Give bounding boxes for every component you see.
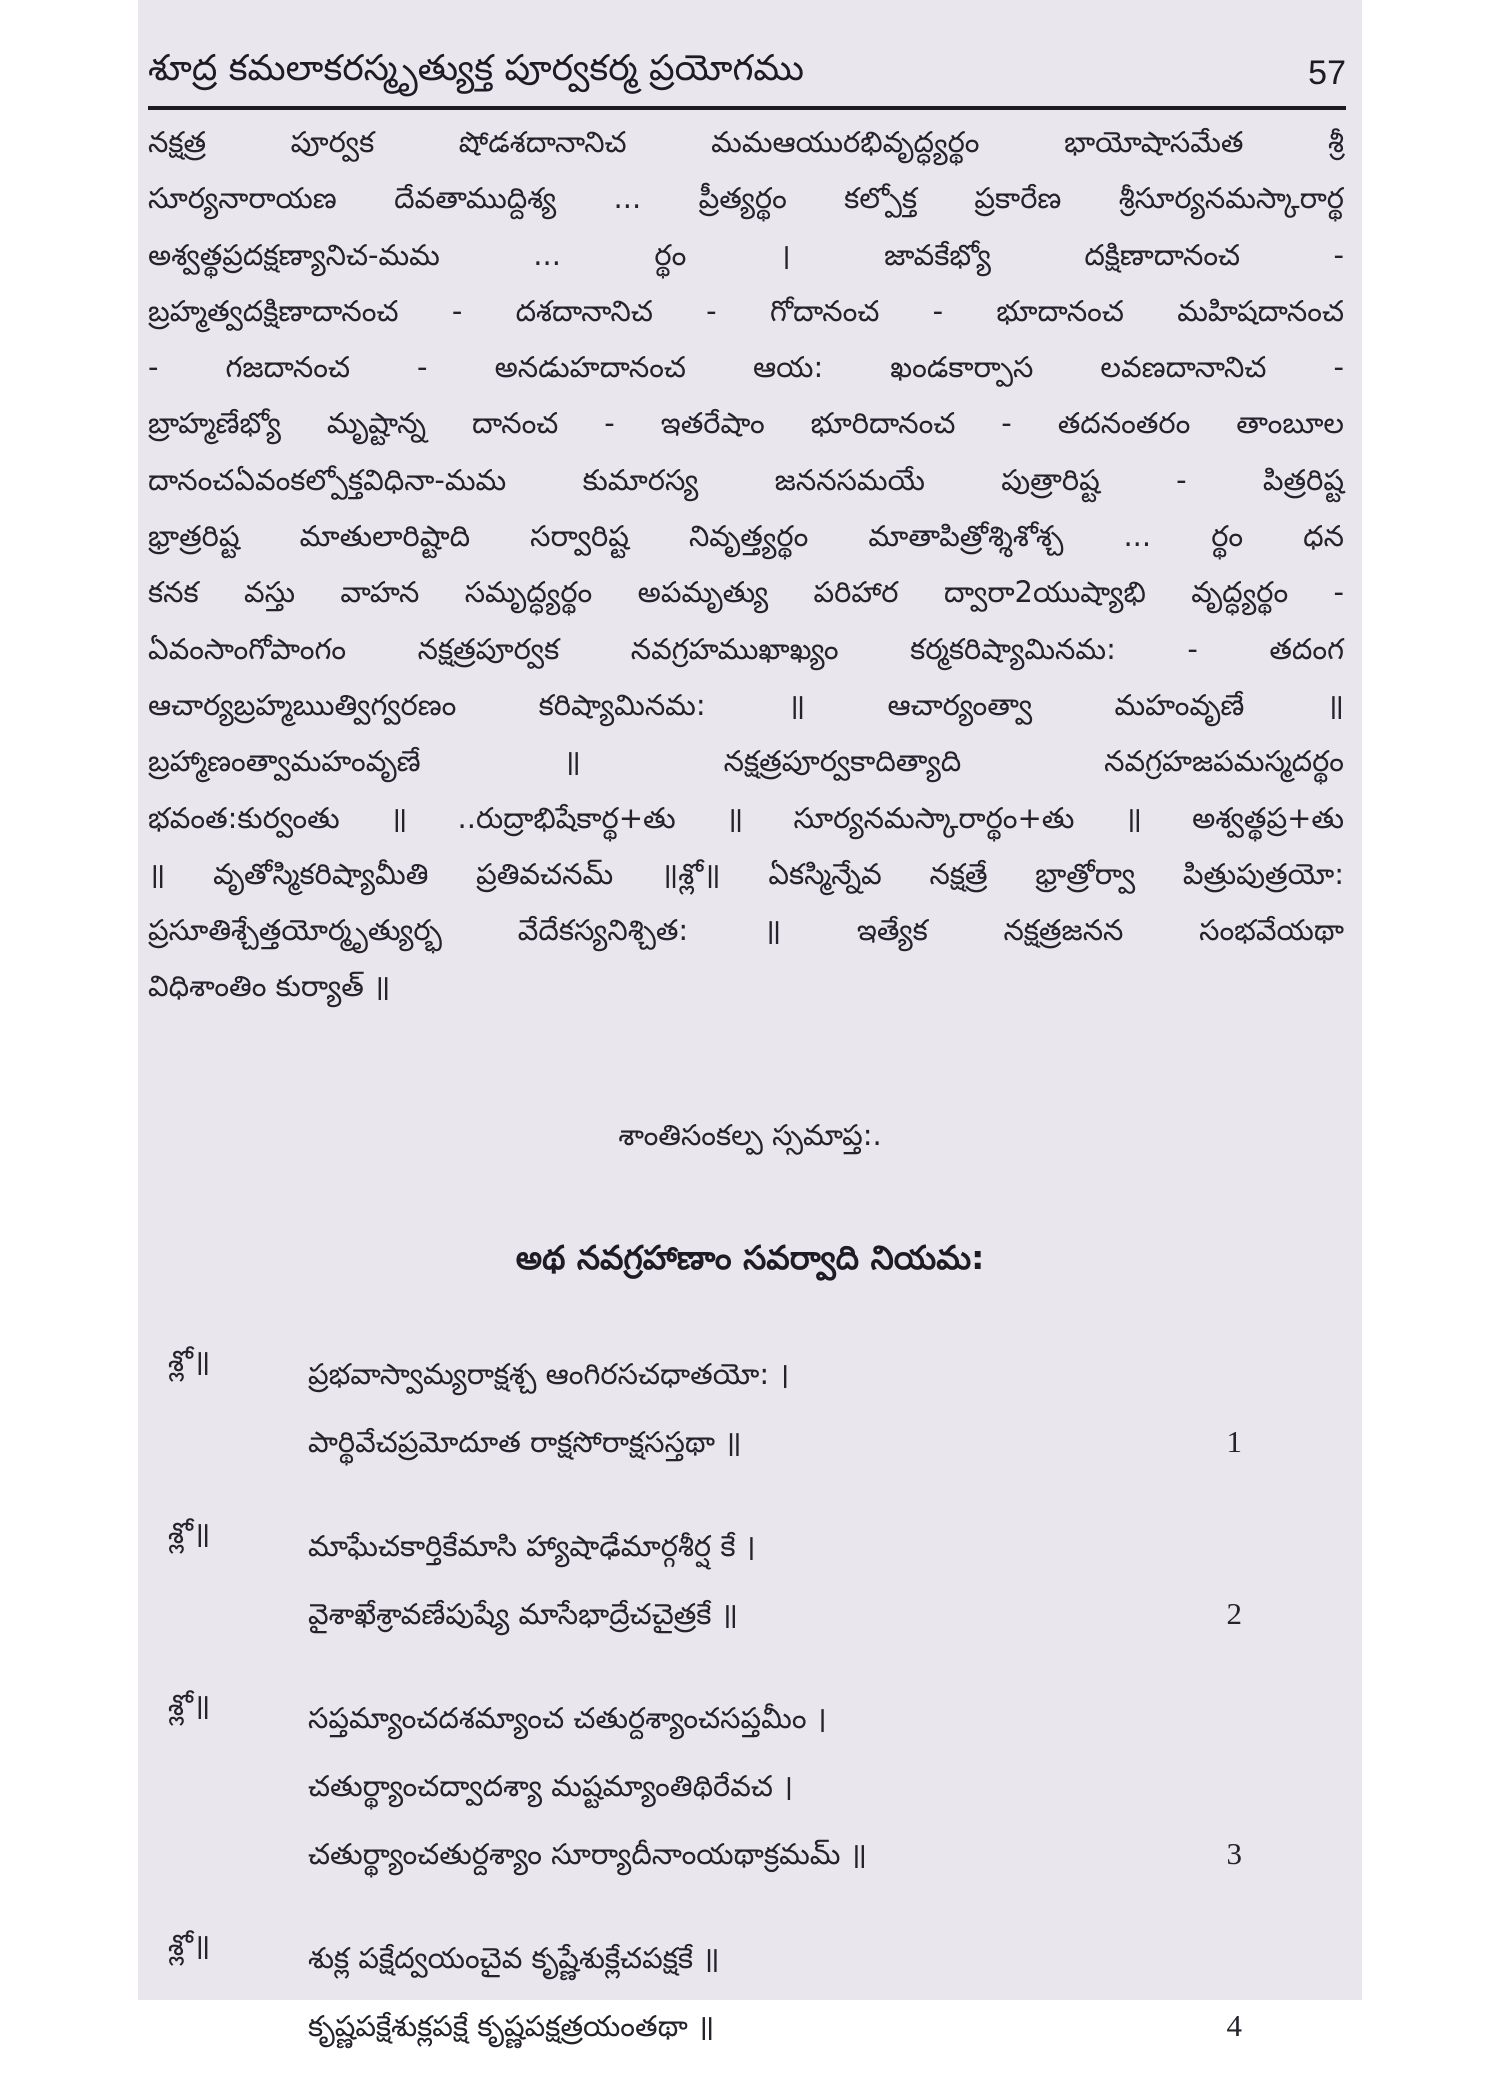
- verse-line-text: సప్తమ్యాంచదశమ్యాంచ చతుర్దశ్యాంచసప్తమీం ।: [308, 1701, 827, 1735]
- verse-number: 3: [1226, 1836, 1242, 1871]
- verse-line-text: చతుర్థ్యాంచతుర్దశ్యాం సూర్యాదీనాంయథాక్రమమ్ ॥: [308, 1837, 868, 1871]
- text-line: నక్షత్ర పూర్వక షోడశదానానిచ మమఆయురభివృద్ధ్యర్థం భాయోషాసమేత శ్రీ: [148, 125, 1344, 159]
- verse-label: శ్లో॥: [168, 1688, 211, 1722]
- text-line: విధిశాంతిం కుర్యాత్ ॥: [148, 969, 391, 1004]
- verse-line-text: ప్రభవాస్వామ్యరాక్షశ్చ ఆంగిరసచధాతయో: ।: [308, 1357, 790, 1391]
- verse-line-text: కృష్ణపక్షేశుక్లపక్షే కృష్ణపక్షత్రయంతథా ॥: [308, 2009, 715, 2043]
- page-header: [148, 44, 1346, 106]
- verse-label: శ్లో॥: [168, 1516, 211, 1550]
- page-number: 57: [1308, 54, 1346, 92]
- text-line: బ్రహ్మత్వదక్షిణాదానంచ - దశదానానిచ - గోదానంచ - భూదానంచ మహిషదానంచ: [148, 293, 1344, 328]
- verse-line-text: చతుర్థ్యాంచద్వాదశ్యా మష్టమ్యాంతిథిరేవచ ।: [308, 1769, 794, 1803]
- text-line: ఏవంసాంగోపాంగం నక్షత్రపూర్వక నవగ్రహముఖాఖ్యం కర్మకరిష్యామినమ: - తదంగ: [148, 631, 1344, 666]
- text-line: కనక వస్తు వాహన సమృద్ధ్యర్థం అపమృత్యు పరిహార ద్వారా2యుష్యాభి వృద్ధ్యర్థం -: [148, 575, 1344, 610]
- verse-list: [168, 1340, 1242, 2096]
- verse-line: [168, 1580, 1242, 1648]
- verse-line: [168, 1512, 1242, 1580]
- text-line: సూర్యనారాయణ దేవతాముద్దిశ్య ... ప్రీత్యర్థం కల్పోక్త ప్రకారేణ శ్రీసూర్యనమస్కారార్థ: [148, 181, 1344, 216]
- verse-line: [168, 1924, 1242, 1992]
- text-line: ఆచార్యబ్రహ్మఋత్విగ్వరణం కరిష్యామినమ: ॥ ఆచార్యంత్వా మహంవృణే ॥: [148, 687, 1344, 722]
- text-line: అశ్వత్థప్రదక్షణ్యానిచ-మమ ... ర్థం । జావకేభ్యో దక్షిణాదానంచ -: [148, 237, 1344, 272]
- section-end-note: శాంతిసంకల్ప స్సమాప్త:.: [618, 1118, 882, 1152]
- text-line: బ్రాహ్మణేభ్యో మృష్టాన్న దానంచ - ఇతరేషాం భూరిదానంచ - తదనంతరం తాంబూల: [148, 406, 1344, 441]
- text-line: బ్రహ్మాణంత్వామహంవృణే ॥ నక్షత్రపూర్వకాదిత్యాది నవగ్రహజపమస్మదర్థం: [148, 744, 1344, 779]
- verse-label: శ్లో॥: [168, 1928, 211, 1962]
- verse-2: [168, 1512, 1242, 1648]
- book-page: [138, 0, 1362, 2043]
- verse-4: [168, 1924, 1242, 2060]
- running-head: శూద్ర కమలాకరస్మృత్యుక్త పూర్వకర్మ ప్రయోగము: [148, 48, 804, 89]
- sankalpa-text: [148, 114, 1344, 1015]
- verse-line-text: పార్థివేచప్రమోదూత రాక్షసోరాక్షసస్తథా ॥: [308, 1425, 742, 1459]
- verse-number: 1: [1226, 1424, 1242, 1459]
- verse-line: [168, 1408, 1242, 1476]
- verse-3: [168, 1684, 1242, 1888]
- text-line: భవంత:కుర్వంతు ॥ ..రుద్రాభిషేకార్థ+తు ॥ సూర్యనమస్కారార్థం+తు ॥ అశ్వత్థప్ర+తు: [148, 800, 1344, 835]
- text-line: భ్రాత్రరిష్ట మాతులారిష్టాది సర్వారిష్ట నివృత్త్యర్థం మాతాపిత్రోశ్శిశోశ్చ ... ర్థం ధన: [148, 519, 1344, 554]
- verse-line-text: వైశాఖేశ్రావణేపుష్యే మాసేభాద్రేచచైత్రకే ॥: [308, 1597, 739, 1631]
- section-heading: అథ నవగ్రహాణాం సవర్వాది నియమ:: [515, 1238, 985, 1277]
- verse-1: [168, 1340, 1242, 1476]
- verse-line-text: శుక్ల పక్షేద్వయంచైవ కృష్ణేశుక్లేచపక్షకే ॥: [308, 1941, 720, 1975]
- verse-line: [168, 1340, 1242, 1408]
- verse-line: [168, 1752, 1242, 1820]
- header-rule: [148, 106, 1346, 110]
- text-line: - గజదానంచ - అనడుహదానంచ ఆయ: ఖండకార్పాస లవణదానానిచ -: [148, 350, 1344, 385]
- verse-number: 2: [1226, 1596, 1242, 1631]
- text-line: ప్రసూతిశ్చేత్తయోర్మృత్యుర్భ వేదేకస్యనిశ్చిత: ॥ ఇత్యేక నక్షత్రజనన సంభవేయథా: [148, 913, 1344, 948]
- verse-number: 4: [1226, 2008, 1242, 2043]
- text-line: దానంచఏవంకల్పోక్తవిధినా-మమ కుమారస్య జననసమయే పుత్రారిష్ట - పిత్రరిష్ట: [148, 462, 1344, 497]
- verse-line-text: మాఘేచకార్తికేమాసి హ్యాషాఢేమార్గశీర్ష కే ।: [308, 1529, 756, 1563]
- verse-line: [168, 1820, 1242, 1888]
- text-line: ॥ వృతోస్మికరిష్యామీతి ప్రతివచనమ్ ॥శ్లో॥ ఏకస్మిన్నేవ నక్షత్రే భ్రాత్రోర్వా పిత్రుపుత్రయో:: [148, 856, 1344, 891]
- verse-line: [168, 1684, 1242, 1752]
- verse-line: [168, 1992, 1242, 2060]
- verse-label: శ్లో॥: [168, 1344, 211, 1378]
